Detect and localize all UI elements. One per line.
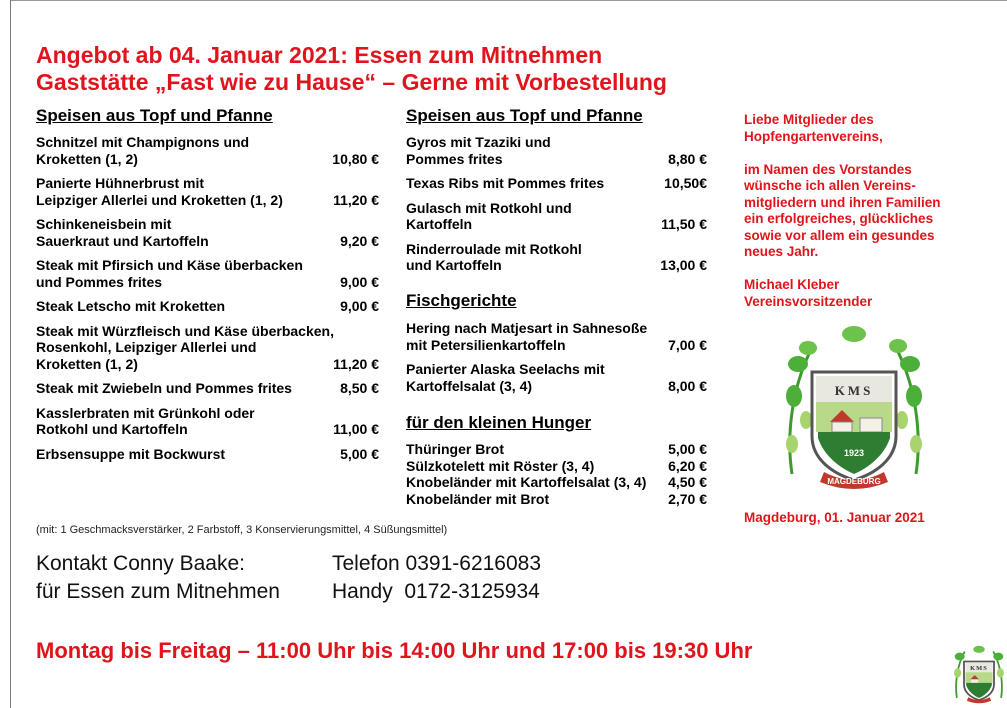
menu-item-name: Thüringer Brot <box>406 441 504 457</box>
small-hunger-title: für den kleinen Hunger <box>406 413 592 432</box>
menu-item-name: Steak Letscho mit Kroketten <box>36 298 226 314</box>
menu-item-price: 11,00 € <box>333 421 379 437</box>
page-border-top <box>10 0 1007 1</box>
menu-item-name: Rinderroulade mit Rotkohl und Kartoffeln <box>406 240 582 273</box>
left-section-title: Speisen aus Topf und Pfanne <box>36 106 273 125</box>
crest-house <box>832 422 852 432</box>
menu-item <box>406 200 707 233</box>
additives-footnote: (mit: 1 Geschmacksverstärker, 2 Farbstoff, 3 Konservierungsmittel, 4 Süßungsmittel) <box>36 524 448 536</box>
small-hunger-list <box>406 441 707 507</box>
menu-item-price: 4,50 € <box>668 474 707 490</box>
menu-item-price: 13,00 € <box>660 257 707 273</box>
menu-item <box>36 446 379 463</box>
menu-item-price: 8,80 € <box>668 150 707 167</box>
menu-item <box>36 323 379 373</box>
place-date: Magdeburg, 01. Januar 2021 <box>744 510 925 525</box>
greeting-text: Liebe Mitglieder des Hopfengartenvereins, im Namen des Vorstandes wünsche ich allen Vereins- mitgliedern und ihren Familien ein erfolgreiches, glückliches sowie vor allem ein gesundes neues Jahr. Michael Kleber Vereinsvorsitzender <box>744 112 941 309</box>
menu-item-name: Hering nach Matjesart in Sahnesoße mit Petersilienkartoffeln <box>406 320 648 353</box>
menu-item-name: Panierter Alaska Seelachs mit Kartoffelsalat (3, 4) <box>406 361 605 394</box>
opening-hours: Montag bis Freitag – 11:00 Uhr bis 14:00 Uhr und 17:00 bis 19:30 Uhr <box>36 638 753 663</box>
menu-item <box>406 491 707 508</box>
menu-item-name: Gulasch mit Rotkohl und Kartoffeln <box>406 199 572 232</box>
menu-item-name: Gyros mit Tzaziki und Pommes frites <box>406 134 551 167</box>
menu-item <box>406 474 707 491</box>
menu-item-name: Schinkeneisbein mit Sauerkraut und Kartoffeln <box>36 216 209 249</box>
menu-item-price: 8,00 € <box>668 377 707 394</box>
menu-item-price: 11,20 € <box>333 191 379 208</box>
menu-item-name: Knobeländer mit Kartoffelsalat (3, 4) <box>406 474 647 490</box>
club-crest-large <box>784 324 924 490</box>
crest-banner-text: MAGDEBURG <box>827 477 881 486</box>
menu-item-price: 10,50€ <box>664 175 707 191</box>
offer-title: Angebot ab 04. Januar 2021: Essen zum Mitnehmen <box>36 42 603 68</box>
menu-item <box>36 380 379 397</box>
crest-year: 1923 <box>843 448 865 458</box>
crest-house-2 <box>860 418 882 432</box>
menu-item-price: 10,80 € <box>332 150 379 167</box>
menu-item <box>406 458 707 475</box>
menu-item <box>406 175 707 192</box>
page-border-left <box>10 0 11 708</box>
menu-item <box>406 361 707 394</box>
crest-abbr: KMS <box>834 383 874 398</box>
menu-item <box>36 216 379 249</box>
menu-item-name: Steak mit Pfirsich und Käse überbacken und Pommes frites <box>36 257 303 290</box>
menu-item-name: Kasslerbraten mit Grünkohl oder Rotkohl und Kartoffeln <box>36 404 255 437</box>
contact-phone: Telefon 0391-6216083 <box>332 552 542 575</box>
menu-item-name: Sülzkotelett mit Röster (3, 4) <box>406 457 595 474</box>
menu-item <box>406 320 707 353</box>
menu-item-name: Erbsensuppe mit Bockwurst <box>36 445 226 462</box>
menu-item-price: 8,50 € <box>340 380 379 396</box>
menu-item <box>406 241 707 274</box>
menu-item-price: 7,00 € <box>668 336 707 353</box>
fish-section-title: Fischgerichte <box>406 291 517 310</box>
menu-item <box>36 175 379 208</box>
fish-menu-list <box>406 320 707 402</box>
contact-left-line2: für Essen zum Mitnehmen <box>36 580 280 603</box>
middle-section-title: Speisen aus Topf und Pfanne <box>406 106 643 125</box>
menu-item <box>36 405 379 438</box>
menu-item <box>406 134 707 167</box>
menu-item-price: 11,20 € <box>333 355 379 372</box>
menu-item-price: 6,20 € <box>668 457 707 474</box>
restaurant-title: Gaststätte „Fast wie zu Hause“ – Gerne mit Vorbestellung <box>36 69 667 95</box>
menu-item-name: Steak mit Würzfleisch und Käse überbacken, Rosenkohl, Leipziger Allerlei und Kroketten (1, 2) <box>36 322 334 372</box>
menu-item-name: Knobeländer mit Brot <box>406 490 550 507</box>
menu-item-price: 9,00 € <box>340 273 379 290</box>
menu-item <box>36 298 379 315</box>
menu-item <box>36 257 379 290</box>
menu-item-name: Panierte Hühnerbrust mit Leipziger Allerlei und Kroketten (1, 2) <box>36 175 283 208</box>
menu-item-price: 2,70 € <box>668 490 707 507</box>
menu-item-name: Steak mit Zwiebeln und Pommes frites <box>36 380 292 396</box>
contact-mobile: Handy 0172-3125934 <box>332 580 540 603</box>
menu-item <box>406 441 707 458</box>
menu-item <box>36 134 379 167</box>
contact-left-line1: Kontakt Conny Baake: <box>36 552 245 575</box>
menu-item-price: 11,50 € <box>661 216 707 232</box>
menu-item-price: 9,00 € <box>340 298 379 314</box>
menu-item-name: Schnitzel mit Champignons und Kroketten (1, 2) <box>36 134 250 167</box>
menu-item-price: 9,20 € <box>340 232 379 249</box>
menu-item-name: Texas Ribs mit Pommes frites <box>406 175 605 191</box>
menu-item-price: 5,00 € <box>668 441 707 457</box>
menu-item-price: 5,00 € <box>340 445 379 462</box>
left-menu-list <box>36 134 379 470</box>
middle-menu-list <box>406 134 707 282</box>
small-crest-abbr: KMS <box>970 665 988 673</box>
club-crest-small <box>954 643 1004 705</box>
